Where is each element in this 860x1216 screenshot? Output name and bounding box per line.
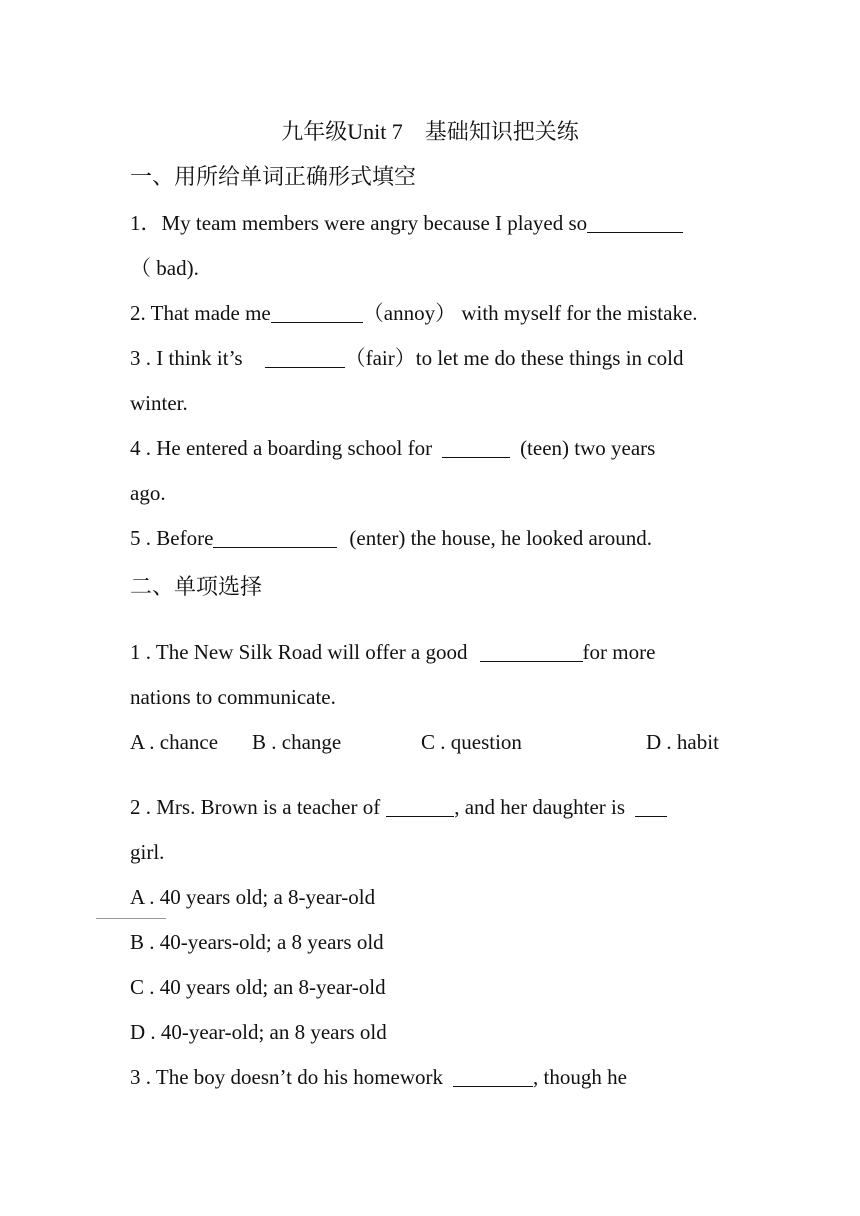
answer-blank <box>265 349 345 368</box>
question-text: 3 . I think it’s <box>130 346 243 370</box>
page-title: 九年级Unit 7 基础知识把关练 <box>281 119 579 144</box>
question-text: 1 . The New Silk Road will offer a good <box>130 640 468 664</box>
answer-blank <box>386 798 454 817</box>
question-text: 2. That made me <box>130 301 271 325</box>
margin-line <box>96 918 166 919</box>
section-heading-multiple-choice: 二、单项选择 <box>130 574 263 599</box>
question-text: 3 . The boy doesn’t do his homework <box>130 1065 444 1089</box>
question-text: 4 . He entered a boarding school for <box>130 436 433 460</box>
answer-blank <box>213 529 337 548</box>
answer-blank <box>442 439 510 458</box>
question-text: (teen) two years <box>520 436 656 460</box>
option-b: B . change <box>252 730 342 754</box>
answer-blank <box>587 214 683 233</box>
option-b: B . 40-years-old; a 8 years old <box>130 930 384 954</box>
answer-blank <box>480 643 583 662</box>
question-text: 5 . Before <box>130 526 214 550</box>
question-1-4-cont: ago. <box>130 481 166 505</box>
option-a: A . 40 years old; a 8-year-old <box>130 885 376 909</box>
question-text: (enter) the house, he looked around. <box>349 526 653 550</box>
question-1-3-cont: winter. <box>130 391 188 415</box>
question-text: , and her daughter is <box>454 795 626 819</box>
option-d: D . 40-year-old; an 8 years old <box>130 1020 387 1044</box>
answer-blank <box>271 304 363 323</box>
question-text: , though he <box>533 1065 627 1089</box>
question-text: （fair）to let me do these things in cold <box>344 346 684 370</box>
question-1-3 <box>130 344 683 372</box>
question-text: 1．My team members were angry because I played so <box>130 211 588 235</box>
question-1-5 <box>130 524 652 552</box>
question-1-4 <box>130 434 655 462</box>
option-a: A . chance <box>130 730 219 754</box>
question-2-1-cont: nations to communicate. <box>130 685 336 709</box>
question-2-2 <box>130 793 667 821</box>
section-heading-fill-in: 一、用所给单词正确形式填空 <box>130 164 417 189</box>
question-2-3 <box>130 1063 627 1091</box>
question-1-1 <box>130 209 683 237</box>
question-2-1 <box>130 638 655 666</box>
option-c: C . 40 years old; an 8-year-old <box>130 975 386 999</box>
option-d: D . habit <box>646 730 719 754</box>
option-c: C . question <box>421 730 522 754</box>
answer-blank <box>635 798 667 817</box>
question-text: （annoy） with myself for the mistake. <box>362 301 698 325</box>
question-text: 2 . Mrs. Brown is a teacher of <box>130 795 381 819</box>
question-1-2 <box>130 299 698 327</box>
question-text: for more <box>582 640 656 664</box>
answer-blank <box>453 1068 533 1087</box>
question-1-1-hint: （ bad). <box>130 256 199 280</box>
question-2-2-cont: girl. <box>130 840 165 864</box>
